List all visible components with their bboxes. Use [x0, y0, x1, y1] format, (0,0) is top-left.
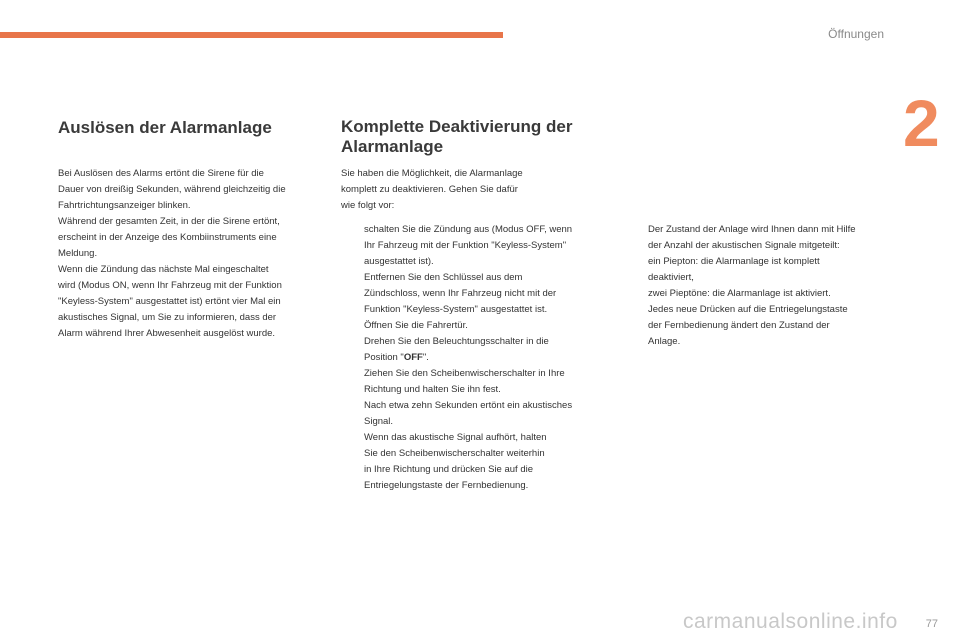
text-line: Entriegelungstaste der Fernbedienung. — [364, 480, 529, 491]
text-line: der Anzahl der akustischen Signale mitgeteilt: — [648, 240, 840, 251]
step-item — [341, 222, 616, 270]
section-title-alarm-trigger: Auslösen der Alarmanlage — [58, 118, 272, 137]
step-item — [341, 270, 616, 318]
text-line: "Keyless-System" ausgestattet ist) ertönt vier Mal ein — [58, 296, 281, 307]
text-line: Richtung und halten Sie ihn fest. — [364, 384, 501, 395]
text-line: Nach etwa zehn Sekunden ertönt ein akustisches — [364, 400, 573, 411]
title-line: Komplette Deaktivierung der — [341, 117, 573, 136]
text-line: Wenn die Zündung das nächste Mal eingeschaltet — [58, 264, 269, 275]
text-line: Öffnen Sie die Fahrertür. — [364, 320, 468, 331]
text-line: erscheint in der Anzeige des Kombiinstruments eine — [58, 232, 277, 243]
text-line: in Ihre Richtung und drücken Sie auf die — [364, 464, 533, 475]
text-line: ausgestattet ist). — [364, 256, 434, 267]
text-line: akustisches Signal, um Sie zu informieren, dass der — [58, 312, 277, 323]
text-line: Sie den Scheibenwischerschalter weiterhin — [364, 448, 545, 459]
text-line: ein Piepton: die Alarmanlage ist komplett — [648, 256, 820, 267]
chapter-number: 2 — [903, 86, 940, 160]
text-line: Wenn das akustische Signal aufhört, halten — [364, 432, 547, 443]
text-line: Anlage. — [648, 336, 681, 347]
text-line: deaktiviert, — [648, 272, 694, 283]
text-line: Drehen Sie den Beleuchtungsschalter in die — [364, 336, 549, 347]
page-number: 77 — [925, 618, 938, 630]
text-line: Meldung. — [58, 248, 98, 259]
chapter-label: Öffnungen — [828, 27, 884, 41]
text-line: Der Zustand der Anlage wird Ihnen dann mit Hilfe — [648, 224, 856, 235]
section-title-complete-deactivation — [341, 117, 621, 157]
text-line: Jedes neue Drücken auf die Entriegelungstaste — [648, 304, 848, 315]
deactivation-intro — [341, 166, 571, 214]
text-line: der Fernbedienung ändert den Zustand der — [648, 320, 830, 331]
text-line: Dauer von dreißig Sekunden, während gleichzeitig die — [58, 184, 286, 195]
text-line: wird (Modus ON, wenn Ihr Fahrzeug mit der Funktion — [58, 280, 282, 291]
step-item — [341, 430, 616, 494]
text-line: Signal. — [364, 416, 394, 427]
watermark: carmanualsonline.info — [683, 610, 898, 633]
step-item — [625, 222, 900, 350]
text-line: Zündschloss, wenn Ihr Fahrzeug nicht mit der — [364, 288, 557, 299]
step-item — [341, 334, 616, 366]
text-line: Position " — [364, 352, 404, 363]
deactivation-steps — [341, 222, 616, 494]
alarm-trigger-text — [58, 166, 320, 342]
chapter-accent-bar — [0, 32, 503, 38]
text-line: Sie haben die Möglichkeit, die Alarmanlage — [341, 168, 523, 179]
system-state-info — [625, 222, 900, 350]
text-line: wie folgt vor: — [341, 200, 395, 211]
text-line: Bei Auslösen des Alarms ertönt die Sirene für die — [58, 168, 264, 179]
text-line: Funktion "Keyless-System" ausgestattet ist. — [364, 304, 548, 315]
text-line: Alarm während Ihrer Abwesenheit ausgelöst wurde. — [58, 328, 276, 339]
text-line: komplett zu deaktivieren. Gehen Sie dafür — [341, 184, 518, 195]
text-line: schalten Sie die Zündung aus (Modus OFF, wenn — [364, 224, 573, 235]
text-line: ". — [422, 352, 429, 363]
text-line: zwei Pieptöne: die Alarmanlage ist aktiviert. — [648, 288, 831, 299]
step-item — [341, 318, 616, 334]
text-line: Während der gesamten Zeit, in der die Sirene ertönt, — [58, 216, 280, 227]
step-item — [341, 366, 616, 430]
text-line: Entfernen Sie den Schlüssel aus dem — [364, 272, 523, 283]
title-line: Alarmanlage — [341, 137, 444, 156]
text-line: Fahrtrichtungsanzeiger blinken. — [58, 200, 191, 211]
off-position-label: OFF — [403, 352, 423, 363]
text-line: Ziehen Sie den Scheibenwischerschalter in Ihre — [364, 368, 565, 379]
text-line: Ihr Fahrzeug mit der Funktion "Keyless-System" — [364, 240, 567, 251]
